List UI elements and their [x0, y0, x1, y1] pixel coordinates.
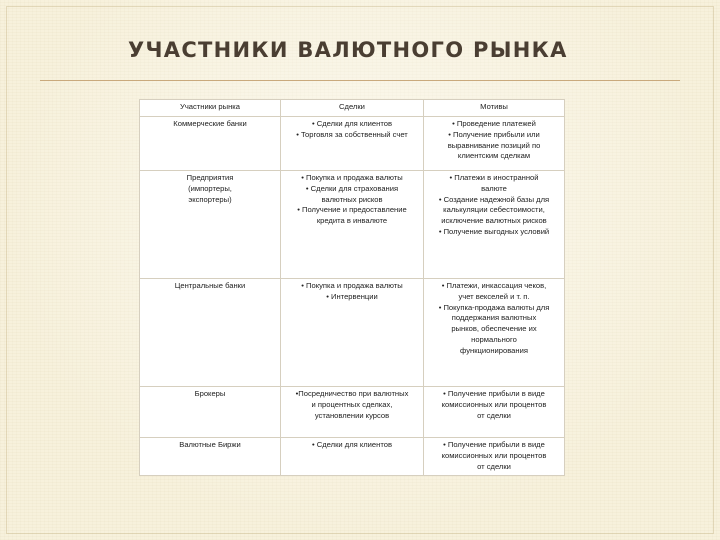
deal-line: • Сделки для страхования: [305, 183, 399, 193]
table-row: [140, 438, 565, 476]
cell-deals: [281, 279, 424, 387]
participant-name: Предприятия (импортеры, экспортеры): [186, 173, 234, 204]
participant-name: Брокеры: [194, 389, 226, 398]
motive-line: от сделки: [477, 461, 511, 471]
motive-line: рынков, обеспечение их: [451, 324, 537, 334]
slide-title: УЧАСТНИКИ ВАЛЮТНОГО РЫНКА: [128, 38, 568, 62]
deal-line: валютных рисков: [321, 194, 383, 204]
motive-line: валюте: [481, 183, 507, 193]
motive-line: выравнивание позиций по: [447, 140, 541, 150]
motive-line: функционирования: [460, 345, 528, 355]
cell-motives: [424, 279, 565, 387]
header-participants: Участники рынка: [140, 100, 281, 117]
motive-line: поддержания валютных: [451, 313, 537, 323]
motive-line: • Получение прибыли в виде: [443, 389, 545, 398]
motive-line: учет векселей и т. п.: [458, 291, 530, 301]
motive-line: • Создание надежной базы для: [438, 194, 550, 204]
cell-participant: [140, 117, 281, 171]
header-motives: Мотивы: [424, 100, 565, 117]
cell-motives: [424, 117, 565, 171]
cell-participant: [140, 279, 281, 387]
cell-participant: [140, 438, 281, 476]
deal-line: установлении курсов: [314, 410, 390, 420]
motive-line: • Получение прибыли или: [448, 129, 540, 139]
motive-line: клиентским сделкам: [457, 151, 531, 161]
motive-line: • Покупка-продажа валюты для: [438, 302, 550, 312]
deal-line: • Покупка и продажа валюты: [301, 281, 403, 290]
deal-line: • Сделки для клиентов: [312, 440, 392, 449]
cell-motives: [424, 171, 565, 279]
motive-line: комиссионных или процентов: [441, 450, 547, 460]
cell-participant: [140, 171, 281, 279]
table-row: [140, 279, 565, 387]
cell-deals: [281, 117, 424, 171]
motive-line: • Платежи, инкассация чеков,: [441, 281, 547, 290]
deal-line: •Посредничество при валютных: [295, 389, 409, 398]
deal-line: • Интервенции: [326, 291, 378, 301]
table-row: [140, 387, 565, 438]
cell-motives: [424, 387, 565, 438]
table-header-row: [140, 100, 565, 117]
motive-line: от сделки: [477, 410, 511, 420]
deal-line: • Покупка и продажа валюты: [301, 173, 403, 182]
deal-line: кредита в инвалюте: [316, 216, 388, 226]
motive-line: исключение валютных рисков: [441, 216, 547, 226]
cell-deals: [281, 171, 424, 279]
table-row: [140, 171, 565, 279]
deal-line: • Сделки для клиентов: [312, 119, 392, 128]
cell-deals: [281, 387, 424, 438]
deal-line: • Торговля за собственный счет: [296, 129, 408, 139]
motive-line: • Платежи в иностранной: [449, 173, 539, 182]
motive-line: • Получение выгодных условий: [438, 226, 550, 236]
cell-motives: [424, 438, 565, 476]
table-row: [140, 117, 565, 171]
participant-name: Центральные банки: [174, 281, 246, 290]
motive-line: • Проведение платежей: [452, 119, 536, 128]
deal-line: • Получение и предоставление: [297, 205, 407, 215]
participant-name: Валютные Биржи: [179, 440, 241, 449]
motive-line: • Получение прибыли в виде: [443, 440, 545, 449]
motive-line: калькуляции себестоимости,: [443, 205, 545, 215]
market-participants-table: [139, 99, 565, 476]
deal-line: и процентных сделках,: [311, 399, 393, 409]
motive-line: нормального: [471, 334, 517, 344]
motive-line: комиссионных или процентов: [441, 399, 547, 409]
header-deals: Сделки: [281, 100, 424, 117]
cell-participant: [140, 387, 281, 438]
cell-deals: [281, 438, 424, 476]
participant-name: Коммерческие банки: [173, 119, 247, 128]
title-underline: [40, 80, 680, 81]
